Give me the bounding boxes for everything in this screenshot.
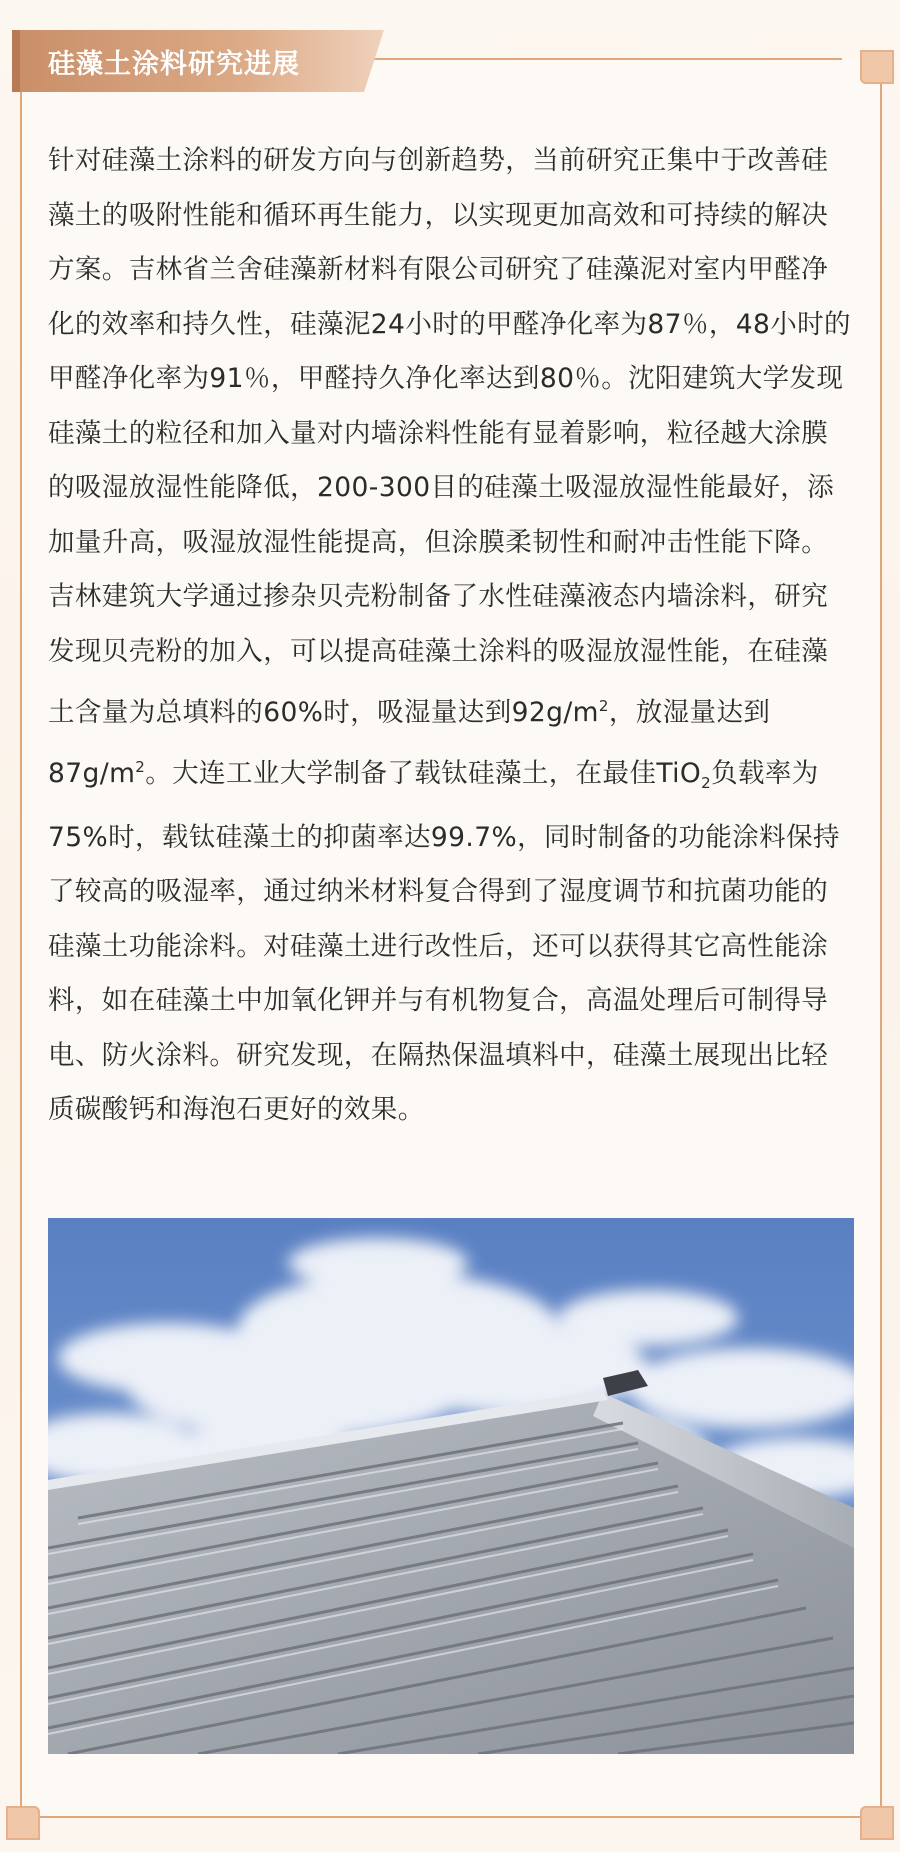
corner-ornament-top-right	[860, 50, 894, 84]
paragraph-part-4: 负载率为75%时，载钛硅藻土的抑菌率达99.7%，同时制备的功能涂料保持了较高的吸湿率，通过纳米材料复合得到了湿度调节和抗菌功能的硅藻土功能涂料。对硅藻土进行改性后，还可以获得其它高性能涂料，如在硅藻土中加氧化钾并与有机物复合，高温处理后可制得导电、防火涂料。研究发现，在隔热保温填料中，硅藻土展现出比轻质碳酸钙和海泡石更好的效果。	[48, 758, 840, 1126]
superscript-1: 2	[598, 697, 609, 715]
paragraph-part-2: ，放湿量达到87g/m	[48, 696, 771, 790]
page-title: 硅藻土涂料研究进展	[48, 49, 300, 80]
corner-ornament-bottom-left	[6, 1806, 40, 1840]
subscript-1: 2	[701, 774, 712, 793]
metal-roof-photo	[48, 1218, 854, 1754]
paragraph-part-1: 针对硅藻土涂料的研发方向与创新趋势，当前研究正集中于改善硅藻土的吸附性能和循环再生能力，以实现更加高效和可持续的解决方案。吉林省兰舍硅藻新材料有限公司研究了硅藻泥对室内甲醛净化的效率和持久性，硅藻泥24小时的甲醛净化率为87％，48小时的甲醛净化率为91％，甲醛持久净化率达到80％。沈阳建筑大学发现硅藻土的粒径和加入量对内墙涂料性能有显着影响，粒径越大涂膜的吸湿放湿性能降低，200-300目的硅藻土吸湿放湿性能最好，添加量升高，吸湿放湿性能提高，但涂膜柔韧性和耐冲击性能下降。吉林建筑大学通过掺杂贝壳粉制备了水性硅藻液态内墙涂料，研究发现贝壳粉的加入，可以提高硅藻土涂料的吸湿放湿性能，在硅藻土含量为总填料的60%时，吸湿量达到92g/m	[48, 145, 851, 728]
corner-ornament-bottom-right	[860, 1806, 894, 1840]
superscript-2: 2	[135, 758, 146, 777]
roof-illustration	[48, 1218, 854, 1754]
paragraph-part-3: 。大连工业大学制备了载钛硅藻土，在最佳TiO	[145, 758, 702, 790]
title-banner	[12, 26, 392, 94]
frame-top-line	[372, 58, 842, 60]
body-paragraph	[48, 134, 854, 1138]
